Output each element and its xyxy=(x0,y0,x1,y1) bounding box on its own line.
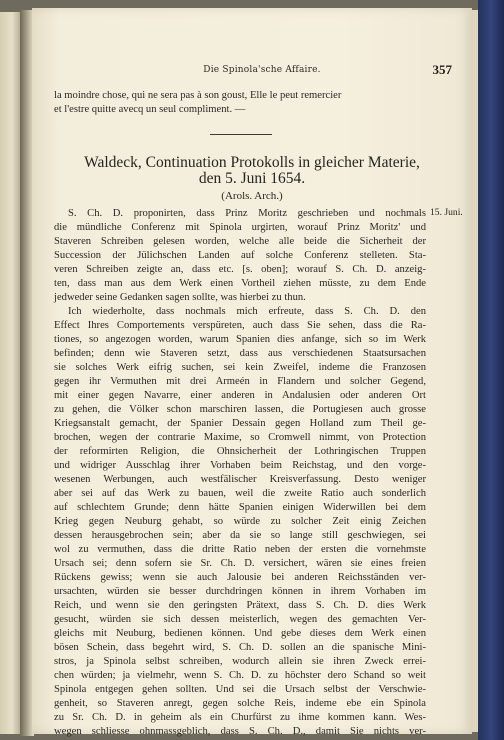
body-line: zu gehen, die Völker schon marschiren lassen, die Portugiesen auch grosse xyxy=(54,404,426,415)
body-line: stros, ja Spinola selbst schreiben, wodurch allein sie ihren Zweck errei- xyxy=(54,656,426,667)
body-line: Ursach sei; denn sofern sie Sr. Ch. D. versichert, wären sie eines freien xyxy=(54,558,426,569)
body-line: Reich, und wenn sie den geringsten Prätext, dass S. Ch. D. dies Werk xyxy=(54,600,426,611)
section-heading-date: den 5. Juni 1654. xyxy=(198,170,306,187)
body-line: ursachten, würden sie besser durchdringen können in ihrem Vorhaben im xyxy=(54,586,426,597)
body-line: befinden; denn wie Staveren setzt, dass aus verschiedenen Staatsursachen xyxy=(54,348,426,359)
book-page xyxy=(32,8,472,737)
body-line: Krieg gegen Neuburg gehabt, so würde zu solcher Zeit einig Zeichen xyxy=(54,516,426,527)
body-line: ten, dass man aus dem Werk einen Vortheil ziehen müsste, zu dem Ende xyxy=(54,278,426,289)
body-line: Rückens gewiss; wenn sie auch Jalousie bei anderen Reichsständen ver- xyxy=(54,572,426,583)
body-line: wesenen Werbungen, auch westfälischer Kreisverfassung. Desto weniger xyxy=(54,474,426,485)
body-line: gesucht, würden sie sich dessen meisterlich, wegen des gemachten Ver- xyxy=(54,614,426,625)
body-line: Kriegsanstalt gemacht, der Spanier Dessain gegen Holland zum Theil ge- xyxy=(54,418,426,429)
body-line: wegen schliesse ohnmassgeblich, dass S. Ch. D., damit Sie nichts ver- xyxy=(54,726,426,737)
running-head xyxy=(32,64,472,78)
running-title: Die Spinola'sche Affaire. xyxy=(203,65,321,75)
body-line: mit einer gegen Navarre, einer anderen in Andalusien oder anderen Ort xyxy=(54,390,426,401)
body-line: S. Ch. D. proponirten, dass Prinz Moritz geschrieben und nochmals xyxy=(68,208,426,219)
body-line: jedweder seine Gedanken sagen sollte, was hierbei zu thun. xyxy=(54,292,306,303)
body-line: Spinola entgegen gehen sollten. Und sei die Ursach selbst der Verschwie- xyxy=(54,684,426,695)
body-line: Staveren Schreiben gelesen worden, welche alle beide die Sicherheit der xyxy=(54,236,426,247)
body-line: Ich wiederholte, dass nochmals mich erfreute, dass S. Ch. D. den xyxy=(68,306,426,317)
intro-line: la moindre chose, qui ne sera pas à son goust, Elle le peut remercier xyxy=(54,90,342,101)
body-line: der reformirten Religion, die Ohnsicherheit der Lothringischen Truppen xyxy=(54,446,426,457)
body-line: brochen, wegen der contrarie Maxime, so Cromwell nimmt, von Protection xyxy=(54,432,426,443)
body-line: tiones, so angezogen worden, warum Spanien dies anfange, sich so im Werk xyxy=(54,334,426,345)
body-line: gleichs mit Neuburg, bedienen können. Und gebe dieses dem Werk einen xyxy=(54,628,426,639)
body-line: zu Sr. Ch. D. in geheim als ein Churfürst zu ihme kommen kann. Wes- xyxy=(54,712,426,723)
body-line: wol zu vermuthen, dass die dritte Ratio neben der ersten die vornehmste xyxy=(54,544,426,555)
body-line: veren Schreiben zeigte an, dass etc. [s. oben]; worauf S. Ch. D. anzeig- xyxy=(54,264,426,275)
body-line: und widriger Ausschlag ihrer Vorhaben beim Reichstag, und den vorge- xyxy=(54,460,426,471)
body-line: Effect Ihres Comportements verspüreten, auch dass Sie sehen, dass die Ra- xyxy=(54,320,426,331)
body-line: dessen herausgebrochen sein; aber da sie so lange still geschwiegen, sei xyxy=(54,530,426,541)
book-cover xyxy=(478,0,504,740)
section-heading: Waldeck, Continuation Protokolls in gleicher Materie, xyxy=(84,154,420,171)
body-line: bösen Schein, dass begehrt wird, S. Ch. D. sollen an die spanische Mini- xyxy=(54,642,426,653)
body-line: die mündliche Conferenz mit Spinola urgirten, worauf Prinz Moritz' und xyxy=(54,222,426,233)
left-page-edge xyxy=(0,12,21,734)
intro-line: et l'estre quitte avecq un seul compliment. — xyxy=(54,104,246,115)
body-line: aber sei auf das Werk zu bauen, weil die zweite Ratio auch sonderlich xyxy=(54,488,426,499)
section-source: (Arols. Arch.) xyxy=(221,190,283,202)
body-line: chen würden; ja vielmehr, wenn S. Ch. D. zu höchster dero Schand so weit xyxy=(54,670,426,681)
page-number: 357 xyxy=(432,62,452,77)
body-line: Succession der Jülichschen Landen auf solche Conferenz stelleten. Sta- xyxy=(54,250,426,261)
body-line: genheit, so Staveren anregt, gegen solche Reis, indeme ebe ein Spinola xyxy=(54,698,426,709)
body-line: auf schlechtem Grunde; denn hätte Spanien einigen Widerwillen bei dem xyxy=(54,502,426,513)
section-divider xyxy=(210,134,272,135)
margin-date-note: 15. Juni. xyxy=(430,207,463,218)
body-line: sie solches Werk eifrig suchen, sei kein Zweifel, indeme die Franzosen xyxy=(54,362,426,373)
body-line: gegen ihr Vermuthen mit drei Armeén in Flandern und solcher Gegend, xyxy=(54,376,426,387)
